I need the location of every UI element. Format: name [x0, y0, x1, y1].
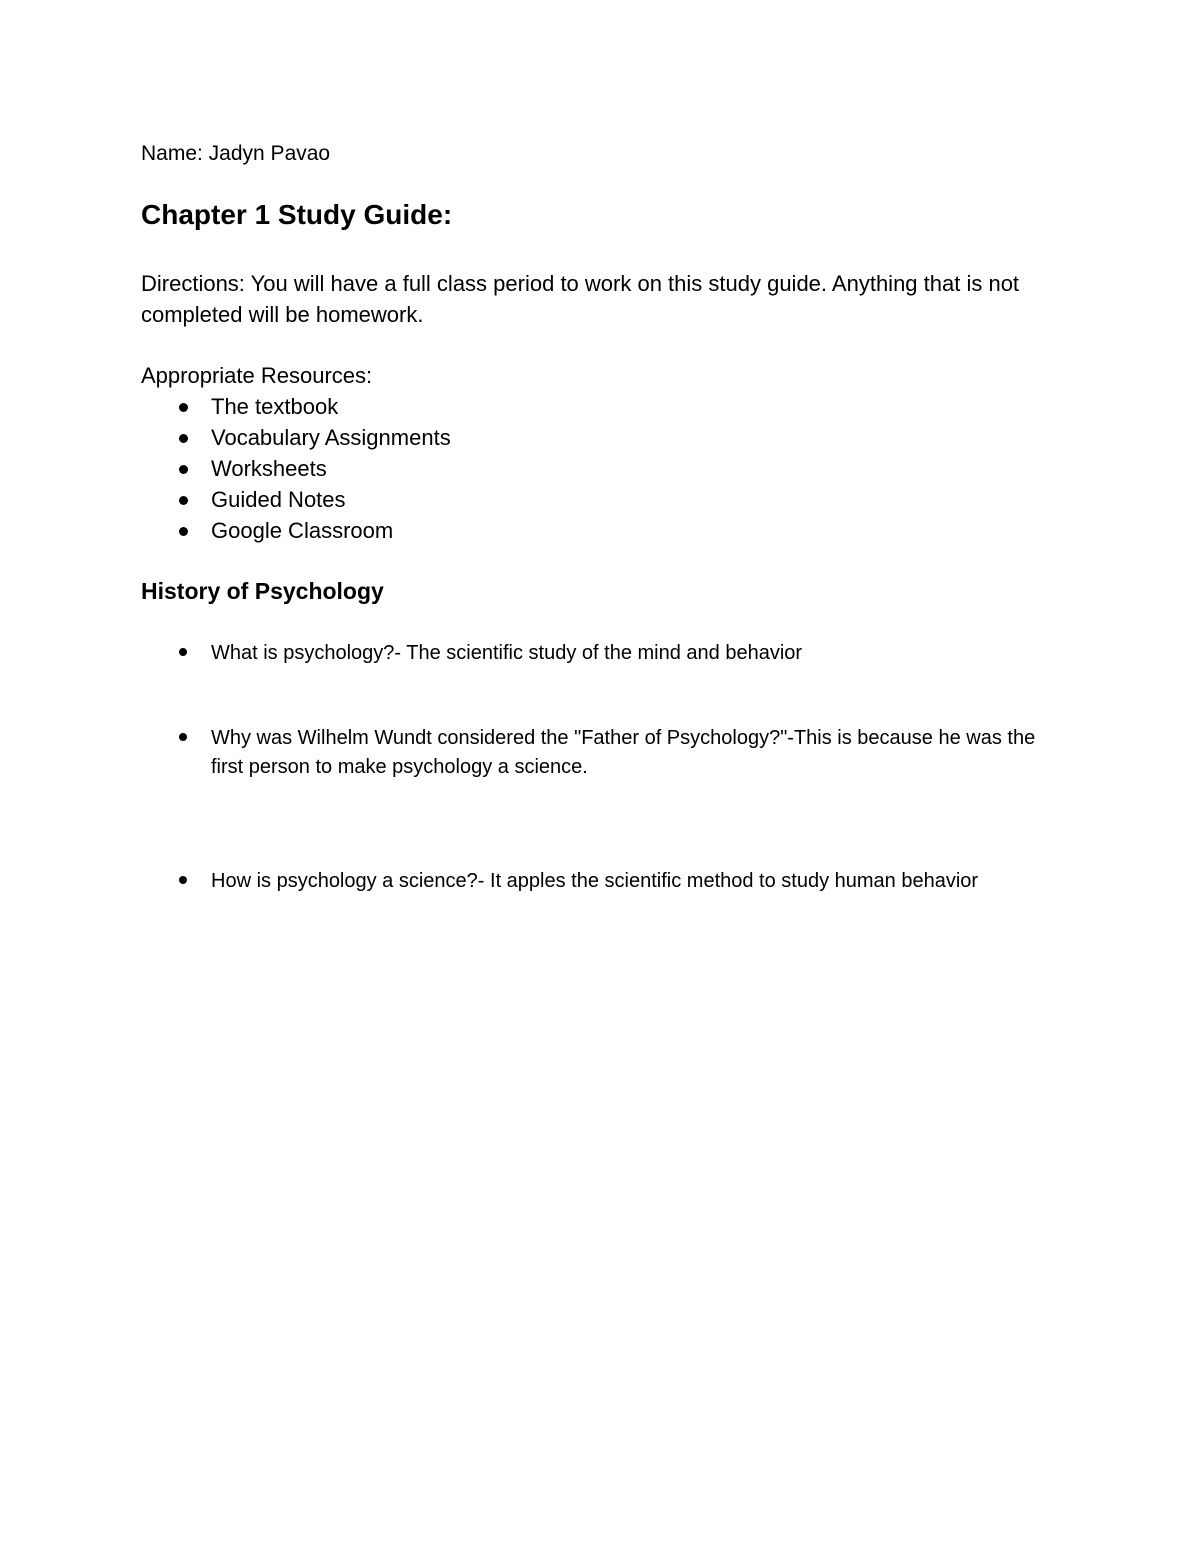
bullet-icon: [179, 733, 187, 741]
bullet-icon: [179, 876, 187, 884]
resource-item-label: Vocabulary Assignments: [211, 425, 451, 450]
bullet-icon: [179, 434, 188, 443]
resource-item-label: Worksheets: [211, 456, 327, 481]
directions-paragraph: Directions: You will have a full class period to work on this study guide. Anything that is not completed will be homework.: [141, 271, 1020, 327]
question-text: What is psychology?- The scientific study of the mind and behavior: [211, 642, 803, 664]
bullet-icon: [179, 496, 188, 505]
student-name-line: Name: Jadyn Pavao: [141, 142, 331, 165]
resource-item-label: Google Classroom: [211, 518, 394, 543]
resource-item-label: Guided Notes: [211, 487, 346, 512]
page-title: Chapter 1 Study Guide:: [141, 199, 453, 230]
question-text: How is psychology a science?- It apples the scientific method to study human behavior: [211, 870, 979, 892]
bullet-icon: [179, 403, 188, 412]
bullet-icon: [179, 465, 188, 474]
bullet-icon: [179, 527, 188, 536]
resources-label: Appropriate Resources:: [141, 363, 373, 388]
bullet-icon: [179, 648, 187, 656]
question-text: Why was Wilhelm Wundt considered the "Father of Psychology?"-This is because he was the first person to make psychology a science.: [211, 727, 1036, 778]
resource-item-label: The textbook: [211, 394, 339, 419]
section-heading-history: History of Psychology: [141, 578, 384, 604]
